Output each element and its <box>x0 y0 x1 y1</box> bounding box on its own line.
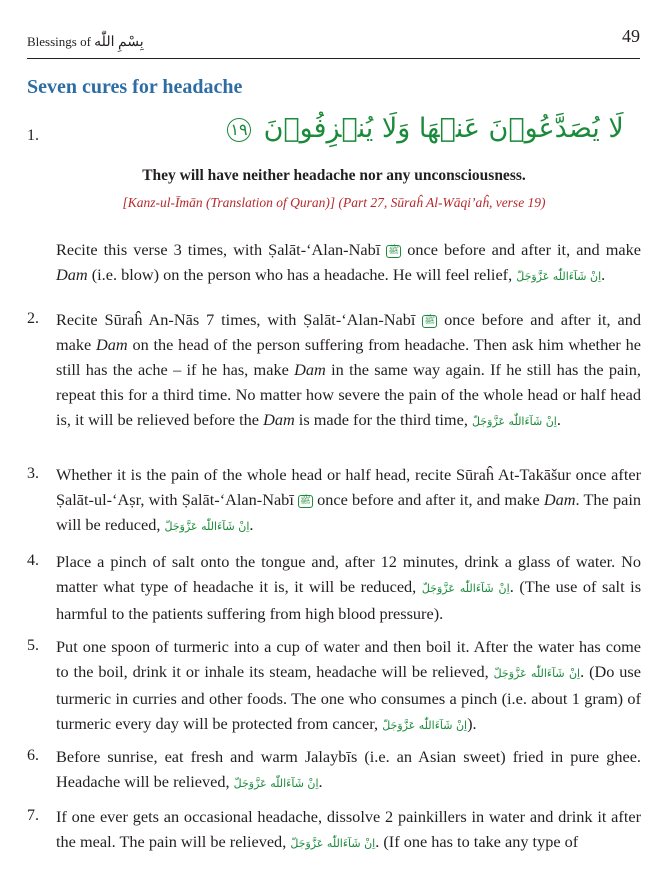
salat-symbol: ﷺ <box>424 315 436 326</box>
item-number: 1. <box>27 127 39 144</box>
inshaallah-symbol: اِنْ شَآءَاللّٰه عَزَّوَجَلّ <box>382 719 468 732</box>
item-number: 4. <box>27 552 39 569</box>
verse-translation: They will have neither headache nor any unconsciousness. <box>142 167 526 184</box>
quran-verse <box>227 113 624 144</box>
page-number: 49 <box>622 26 640 46</box>
item-number: 2. <box>27 310 39 327</box>
item-text: Place a pinch of salt onto the tongue and, after 12 minutes, drink a glass of water. No matter what type of headache it is, it will be reduced, اِنْ شَآءَاللّٰه عَزَّوَجَلّ. (The use of salt is harmful to the patients suffering from high blood pressure). <box>56 552 642 623</box>
inshaallah-symbol: اِنْ شَآءَاللّٰه عَزَّوَجَلّ <box>516 270 602 283</box>
item-text: Recite this verse 3 times, with Ṣalāt-‘Alan-Nabī ﷺ once before and after it, and make Dam (i.e. blow) on the person who has a headache. He will feel relief, اِنْ شَآءَاللّٰه عَزَّوَجَلّ. <box>56 240 641 284</box>
item-text: Recite Sūraĥ An-Nās 7 times, with Ṣalāt-‘Alan-Nabī ﷺ once before and after it, and make Dam on the head of the person suffering from headache. Then ask him whether he still has the ache – if he has, make Dam in the same way again. If he still has the pain, repeat this for a third time. No matter how severe the pain of the whole head or half head is, it will be relieved before the Dam is made for the third time, اِنْ شَآءَاللّٰه عَزَّوَجَلّ. <box>56 310 642 429</box>
running-title-arabic: بِسْمِ اللّٰه <box>94 35 144 50</box>
verse-number-ornament: ١٩ <box>227 118 251 142</box>
running-title-text: Blessings of <box>27 34 91 49</box>
verse-text: لَا یُصَدَّعُوۡنَ عَنۡهَا وَلَا یُنۡزِفُوۡنَ <box>263 113 624 144</box>
salat-symbol: ﷺ <box>300 495 311 506</box>
salat-symbol: ﷺ <box>388 245 400 256</box>
item-number: 6. <box>27 747 39 764</box>
item-number: 3. <box>27 465 39 482</box>
inshaallah-symbol: اِنْ شَآءَاللّٰه عَزَّوَجَلّ <box>233 777 319 790</box>
list-item-1 <box>27 113 641 291</box>
item-text: Whether it is the pain of the whole head or half head, recite Sūraĥ At-Takāšur once after Ṣalāt-ul-‘Aṣr, with Ṣalāt-‘Alan-Nabī ﷺ once before and after it, and make Dam. The pain will be reduced, اِنْ شَآءَاللّٰه عَزَّوَجَلّ. <box>56 465 641 534</box>
item-text: Put one spoon of turmeric into a cup of water and then boil it. After the water has come to the boil, drink it or inhale its steam, headache will be relieved, اِنْ شَآءَاللّٰه عَزَّوَجَلّ. (Do use turmeric in curries and other foods. The one who consumes a pinch (i.e. about 1 gram) of turmeric every day will be protected from cancer, اِنْ شَآءَاللّٰه عَزَّوَجَلّ). <box>56 637 641 733</box>
verse-citation: [Kanz-ul-Īmān (Translation of Quran)] (Part 27, Sūraĥ Al-Wāqi’aĥ, verse 19) <box>122 195 546 210</box>
section-title: Seven cures for headache <box>27 76 243 98</box>
running-title <box>27 34 144 51</box>
item-text: Before sunrise, eat fresh and warm Jalaybīs (i.e. an Asian sweet) fried in pure ghee. Headache will be relieved, اِنْ شَآءَاللّٰه عَزَّوَجَلّ. <box>56 747 641 791</box>
inshaallah-symbol: اِنْ شَآءَاللّٰه عَزَّوَجَلّ <box>421 582 510 595</box>
inshaallah-symbol: اِنْ شَآءَاللّٰه عَزَّوَجَلّ <box>290 837 376 850</box>
inshaallah-symbol: اِنْ شَآءَاللّٰه عَزَّوَجَلّ <box>493 667 581 680</box>
item-number: 5. <box>27 637 39 654</box>
item-text: If one ever gets an occasional headache, dissolve 2 painkillers in water and drink it after the meal. The pain will be relieved, اِنْ شَآءَاللّٰه عَزَّوَجَلّ. (If one has to take any type of <box>56 807 641 851</box>
item-number: 7. <box>27 807 39 824</box>
page-header <box>27 24 640 59</box>
inshaallah-symbol: اِنْ شَآءَاللّٰه عَزَّوَجَلّ <box>471 415 557 428</box>
inshaallah-symbol: اِنْ شَآءَاللّٰه عَزَّوَجَلّ <box>164 520 250 533</box>
